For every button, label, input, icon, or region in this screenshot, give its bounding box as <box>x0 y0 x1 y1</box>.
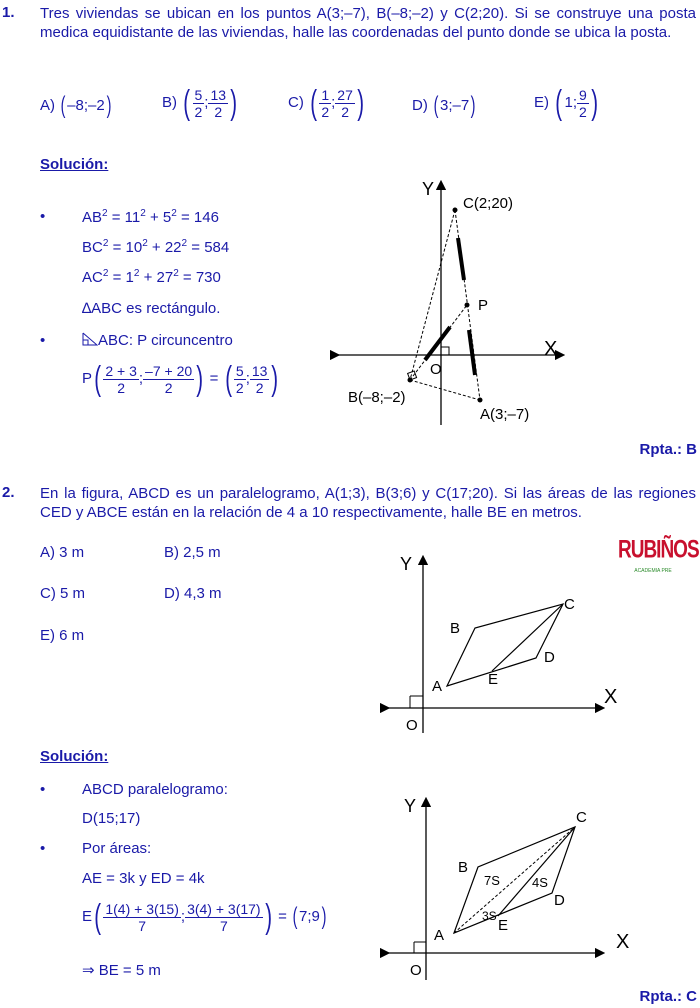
point-b-label: B <box>458 859 469 876</box>
origin-label: O <box>410 962 422 979</box>
point-d-label: D <box>544 649 555 666</box>
result-line: ⇒ BE = 5 m <box>82 962 161 979</box>
area-3s-label: 3S <box>482 909 497 923</box>
point-a-label: A <box>432 678 443 695</box>
point-a <box>478 398 483 403</box>
option-e: E) 6 m <box>40 627 85 644</box>
point-e-label: E <box>488 671 499 688</box>
problem-2-statement: En la figura, ABCD es un paralelogramo, A(1;3), B(3;6) y C(17;20). Si las áreas de las regiones CED y ABCE están en la relación de 4 a 10 respectivamente, halle BE en metros. <box>40 485 696 521</box>
point-d-label: D <box>554 892 565 909</box>
point-c <box>453 208 458 213</box>
right-angle-mark <box>441 347 449 355</box>
circumcenter-statement: ABC: P circuncentro <box>82 332 233 349</box>
option-d: D) 4,3 m <box>164 585 222 602</box>
y-axis-label: Y <box>404 796 417 816</box>
solution-2-title: Solución: <box>40 748 109 765</box>
parallelogram-line: ABCD paralelogramo: <box>82 781 228 798</box>
bc-equation: $BC^2 = 10^2 + 22^2 = 584$ <box>82 238 230 256</box>
point-a-label: A(3;–7) <box>480 406 530 423</box>
problem-1-number: 1. <box>2 4 15 21</box>
area-7s-label: 7S <box>484 873 500 888</box>
option-a: A) ( –8;–2) <box>40 92 112 119</box>
right-triangle-icon <box>82 332 98 346</box>
median-tick-2 <box>458 238 464 280</box>
x-axis-label: X <box>616 931 630 953</box>
point-c-label: C <box>564 596 575 613</box>
point-d-coordinates: D(15;17) <box>82 810 141 827</box>
areas-line: Por áreas: <box>82 840 152 857</box>
logo-subtitle: ACADEMIA PRE <box>634 568 672 574</box>
option-c: C) 5 m <box>40 585 85 602</box>
ac-equation: $AC^2 = 1^2 + 27^2 = 730$ <box>82 268 221 286</box>
segment-ba <box>410 380 480 400</box>
bullet: • <box>40 208 46 225</box>
ratio-line: AE = 3k y ED = 4k <box>82 870 205 887</box>
bullet: • <box>40 840 46 857</box>
figure-2-solution <box>380 790 630 985</box>
point-b-label: B(–8;–2) <box>348 389 406 406</box>
option-a: A) 3 m <box>40 544 85 561</box>
point-p-label: P <box>478 297 489 314</box>
point-a-label: A <box>434 927 445 944</box>
x-axis-label: X <box>604 686 618 708</box>
bullet: • <box>40 781 46 798</box>
rubinos-logo <box>618 536 699 574</box>
problem-1-statement: Tres viviendas se ubican en los puntos A(3;–7), B(–8;–2) y C(2;20). Si se construye una posta medica equidistante de las viviendas, halle las coordenadas del punto donde se ubica la posta. <box>40 5 696 41</box>
option-b: B) ( $\frac{5}{2}$ ; $\frac{13}{2}$ ) <box>162 84 238 122</box>
right-triangle-statement: ∆ABC es rectángulo. <box>82 300 221 317</box>
x-axis-label: X <box>544 338 558 360</box>
circumcenter-formula: P( $\frac{2 + 3}{2}$ ; $\frac{-7 + 20}{2}$ ) = ( $\frac{5}{2}$ ; $\frac{13}{2}$ ) <box>82 360 279 398</box>
point-e-formula: E( $\frac{1(4) + 3(15)}{7}$ ; $\frac{3(4) + 3(17)}{7}$ ) = ( 7;9) <box>82 898 327 936</box>
bullet: • <box>40 332 46 349</box>
figure-2-parallelogram <box>380 548 625 738</box>
origin-label: O <box>406 717 418 734</box>
point-e-label: E <box>498 917 509 934</box>
figure-1-coordinate-plot <box>330 175 580 430</box>
point-c-label: C <box>576 809 587 826</box>
point-c-label: C(2;20) <box>463 195 514 212</box>
option-b: B) 2,5 m <box>164 544 221 561</box>
point-p <box>465 303 470 308</box>
option-e: E) ( 1; $\frac{9}{2}$ ) <box>534 84 598 122</box>
option-c: C) ( $\frac{1}{2}$ ; $\frac{27}{2}$ ) <box>288 84 364 122</box>
parallelogram-abcd <box>447 604 563 686</box>
ab-equation: $AB^2 = 11^2 + 5^2 = 146$ <box>82 208 219 226</box>
y-axis-label: Y <box>422 179 435 199</box>
point-b-label: B <box>450 620 461 637</box>
option-d: D) ( 3;–7) <box>412 92 476 119</box>
solution-1-title: Solución: <box>40 156 109 173</box>
problem-2-number: 2. <box>2 484 15 501</box>
logo-text: RUBIÑOS <box>618 536 699 564</box>
answer-1: Rpta.: B <box>639 441 697 458</box>
origin-label: O <box>430 361 442 378</box>
point-b <box>408 378 413 383</box>
area-4s-label: 4S <box>532 875 548 890</box>
answer-2: Rpta.: C <box>639 988 697 1005</box>
y-axis-label: Y <box>400 554 413 574</box>
